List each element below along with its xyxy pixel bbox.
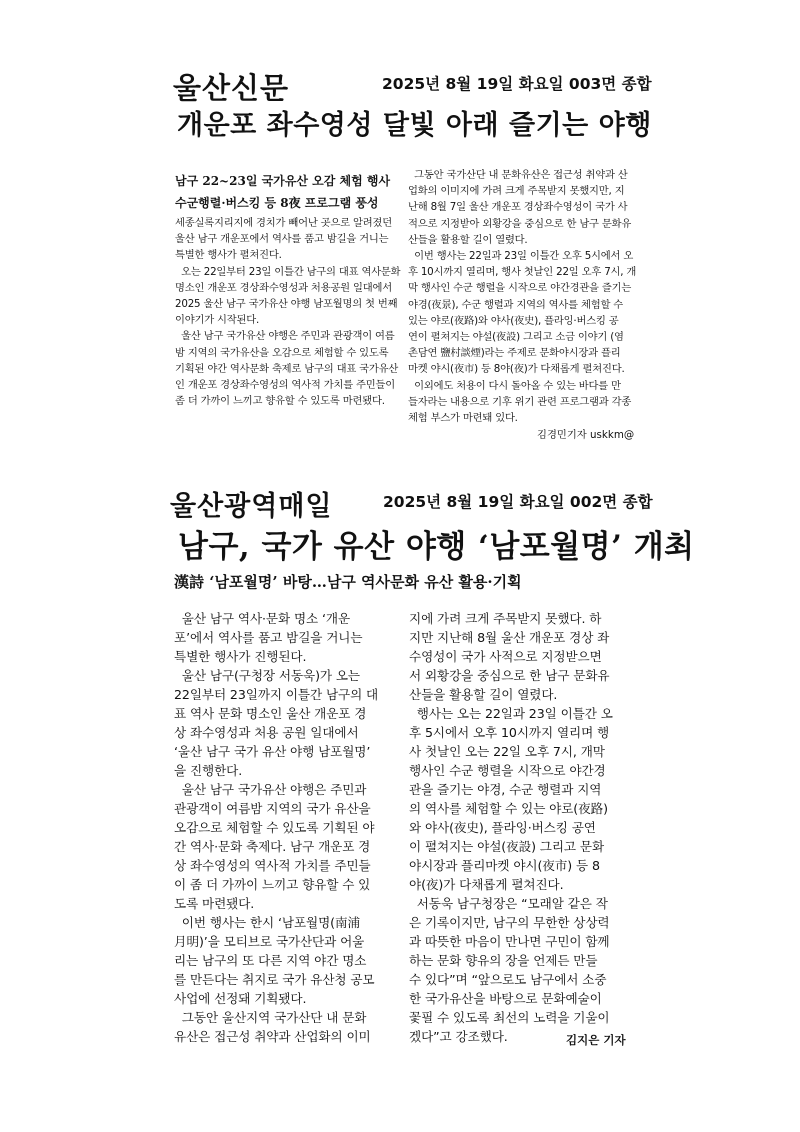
text-line: 겠다”고 강조했다. (409, 1029, 508, 1044)
text-line: 울산 남구 개운포에서 역사를 품고 밤길을 거니는 (175, 233, 389, 246)
text-line: 2025 울산 남구 국가유산 야행 남포월명의 첫 번째 (175, 298, 398, 311)
text-line: 특별한 행사가 펼쳐진다. (175, 249, 282, 262)
text-line: 밤 지역의 국가유산을 오감으로 체험할 수 있도록 (175, 346, 389, 359)
text-line: 유산은 접근성 취약과 산업화의 이미 (174, 1029, 371, 1044)
text-line: 관을 즐기는 야경, 수군 행렬과 지역 (409, 782, 602, 797)
article1-byline: 김경민기자 uskkm@ (537, 429, 635, 441)
text-line: 月明)’을 모티브로 국가산단과 어울 (174, 934, 365, 949)
text-line: 와 야사(夜史), 플라잉·버스킹 공연 (409, 820, 596, 835)
text-line: 체험 부스가 마련돼 있다. (408, 412, 518, 425)
text-line: 그동안 울산지역 국가산단 내 문화 (174, 1010, 367, 1025)
text-line: 기획된 야간 역사문화 축제로 남구의 대표 국가유산 (175, 362, 399, 375)
text-line: 수영성이 국가 사적으로 지정받으면 (409, 649, 602, 664)
text-line: 하는 문화 향유의 장을 언제든 만들 (409, 953, 598, 968)
article2-headline: 남구, 국가 유산 야행 ‘남포월명’ 개최 (178, 529, 695, 565)
article1-left-column (175, 215, 400, 409)
text-line: 을 진행한다. (174, 763, 243, 778)
article1-right-column (408, 167, 636, 426)
text-line: 리는 남구의 또 다른 지역 야간 명소 (174, 953, 367, 968)
text-line: 사업에 선정돼 기획됐다. (174, 991, 307, 1006)
text-line: 서 외황강을 중심으로 한 남구 문화유 (409, 668, 610, 683)
text-line: 세종실록지리지에 경치가 빼어난 곳으로 알려졌던 (175, 217, 392, 229)
text-line: 한 국가유산을 바탕으로 문화예술이 (409, 991, 602, 1006)
article1-subhead-2: 수군행렬·버스킹 등 8夜 프로그램 풍성 (175, 196, 379, 210)
text-line: 를 만든다는 취지로 국가 유산청 공모 (174, 972, 375, 987)
article1-subhead-1: 남구 22~23일 국가유산 오감 체험 행사 (175, 174, 391, 188)
text-line: 좀 더 가까이 느끼고 향유할 수 있도록 마련됐다. (175, 395, 385, 408)
article1-date-line: 2025년 8월 19일 화요일 003면 종합 (382, 75, 652, 93)
text-line: 명소인 개운포 경상좌수영성과 처용공원 일대에서 (175, 281, 392, 294)
text-line: 인 개운포 경상좌수영성의 역사적 가치를 주민들이 (175, 379, 396, 392)
text-line: 포’에서 역사를 품고 밤길을 거니는 (174, 630, 363, 645)
text-line: 야(夜)가 다채롭게 펼쳐진다. (409, 877, 564, 892)
text-line: 이외에도 처용이 다시 돌아올 수 있는 바다를 만 (408, 379, 621, 392)
article2-subhead: 漢詩 ‘남포월명’ 바탕…남구 역사문화 유산 활용·기획 (174, 573, 522, 591)
text-line: 도록 마련됐다. (174, 896, 255, 911)
article2-byline: 김지은 기자 (566, 1033, 626, 1047)
text-line: 표 역사 문화 명소인 울산 개운포 경 (174, 706, 367, 721)
text-line: 이번 행사는 한시 ‘남포월명(南浦 (174, 915, 360, 930)
text-line: 오는 22일부터 23일 이틀간 남구의 대표 역사문화 (175, 265, 401, 278)
text-line: 간 역사·문화 축제다. 남구 개운포 경 (174, 839, 371, 854)
text-line: 난해 8월 7일 울산 개운포 경상좌수영성이 국가 사 (408, 201, 628, 214)
text-line: ‘울산 남구 국가 유산 야행 남포월명’ (174, 744, 371, 759)
text-line: 상 좌수영성의 역사적 가치를 주민들 (174, 858, 371, 873)
text-line: 수 있다”며 “앞으로도 남구에서 소중 (409, 972, 607, 987)
text-line: 이야기가 시작된다. (175, 314, 260, 327)
text-line: 산들을 활용할 길이 열렸다. (408, 233, 528, 246)
text-line: 과 따뜻한 마음이 만나면 구민이 함께 (409, 934, 610, 949)
text-line: 행사인 수군 행렬을 시작으로 야간경 (409, 763, 606, 778)
text-line: 그동안 국가산단 내 문화유산은 접근성 취약과 산 (408, 169, 628, 181)
article2-date-line: 2025년 8월 19일 화요일 002면 종합 (383, 493, 653, 511)
text-line: 이 좀 더 가까이 느끼고 향유할 수 있 (174, 877, 371, 892)
text-line: 꽃필 수 있도록 최선의 노력을 기울이 (409, 1010, 610, 1025)
text-line: 상 좌수영성과 처용 공원 일대에서 (174, 725, 359, 740)
text-line: 산들을 활용할 길이 열렸다. (409, 687, 558, 702)
text-line: 서동욱 남구청장은 “모래알 같은 작 (409, 896, 608, 911)
text-line: 후 10시까지 열리며, 행사 첫날인 22일 오후 7시, 개 (408, 266, 637, 279)
text-line: 후 5시에서 오후 10시까지 열리며 행 (409, 725, 610, 740)
text-line: 들자라는 내용으로 기후 위기 관련 프로그램과 각종 (408, 395, 632, 408)
text-line: 이 펼쳐지는 야설(夜設) 그리고 문화 (409, 839, 605, 854)
text-line: 은 기록이지만, 남구의 무한한 상상력 (409, 915, 610, 930)
text-line: 이번 행사는 22일과 23일 이틀간 오후 5시에서 오 (408, 250, 634, 263)
text-line: 적으로 지정받아 외황강을 중심으로 한 남구 문화유 (408, 217, 632, 230)
text-line: 울산 남구 국가유산 야행은 주민과 (174, 782, 367, 797)
article2-right-column (409, 609, 613, 1046)
newspaper-name-ulsan-gwangyeok-maeil: 울산광역매일 (170, 491, 333, 522)
text-line: 지만 지난해 8월 울산 개운포 경상 좌 (409, 630, 610, 645)
article1-headline: 개운포 좌수영성 달빛 아래 즐기는 야행 (177, 110, 652, 141)
article2-left-column (174, 609, 378, 1046)
text-line: 야경(夜景), 수군 행렬과 지역의 역사를 체험할 수 (408, 298, 624, 311)
text-line: 오감으로 체험할 수 있도록 기획된 야 (174, 820, 375, 835)
text-line: 울산 남구(구청장 서동욱)가 오는 (174, 668, 360, 683)
text-line: 지에 가려 크게 주목받지 못했다. 하 (409, 611, 602, 626)
text-line: 울산 남구 국가유산 야행은 주민과 관광객이 여름 (175, 330, 395, 343)
text-line: 특별한 행사가 진행된다. (174, 649, 307, 664)
text-line: 마켓 야시(夜市) 등 8야(夜)가 다채롭게 펼쳐진다. (408, 363, 625, 376)
newspaper-name-ulsan-sinmun: 울산신문 (173, 71, 290, 105)
text-line: 업화의 이미지에 가려 크게 주목받지 못했지만, 지 (408, 185, 625, 198)
text-line: 관광객이 여름밤 지역의 국가 유산을 (174, 801, 371, 816)
text-line: 의 역사를 체험할 수 있는 야로(夜路) (409, 801, 608, 816)
text-line: 막 행사인 수군 행렬을 시작으로 야간경관을 즐기는 (408, 282, 632, 295)
text-line: 야시장과 플리마켓 야시(夜市) 등 8 (409, 858, 600, 873)
text-line: 사 첫날인 오는 22일 오후 7시, 개막 (409, 744, 605, 759)
text-line: 연이 펼쳐지는 야설(夜設) 그리고 소금 이야기 (염 (408, 331, 624, 344)
text-line: 촌담연 鹽村談煙)라는 주제로 문화야시장과 플리 (408, 347, 621, 360)
text-line: 울산 남구 역사·문화 명소 ‘개운 (174, 611, 351, 626)
text-line: 22일부터 23일까지 이틀간 남구의 대 (174, 687, 379, 702)
text-line: 행사는 오는 22일과 23일 이틀간 오 (409, 706, 613, 721)
text-line: 있는 야로(夜路)와 야사(夜史), 플라잉·버스킹 공 (408, 314, 619, 327)
